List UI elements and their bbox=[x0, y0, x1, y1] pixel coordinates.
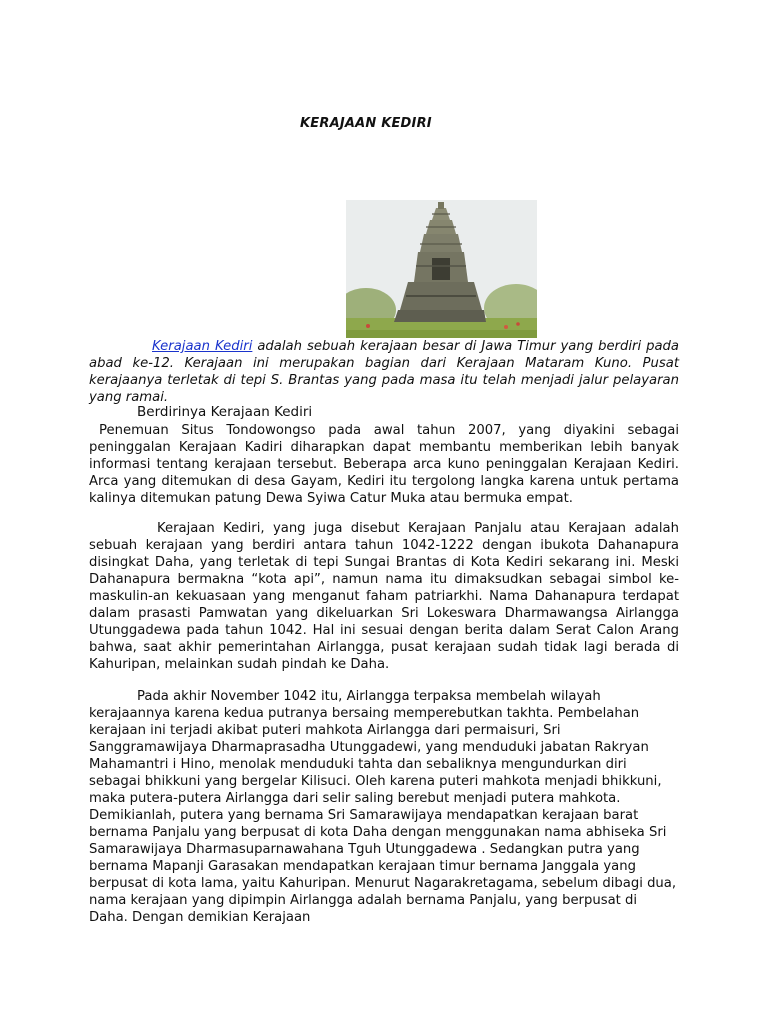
paragraph-1-text: Penemuan Situs Tondowongso pada awal tahun 2007, yang diyakini sebagai peninggalan Kerajaan Kadiri diharapkan dapat membantu memberikan lebih banyak informasi tentang kerajaan tersebut. Beberapa arca kuno peninggalan Kerajaan Kediri. Arca yang ditemukan di desa Gayam, Kediri itu tergolong langka karena untuk pertama kalinya ditemukan patung Dewa Syiwa Catur Muka atau bermuka empat. bbox=[89, 423, 679, 506]
section-heading: Berdirinya Kerajaan Kediri bbox=[137, 404, 313, 420]
page-title: KERAJAAN KEDIRI bbox=[300, 116, 432, 131]
temple-image bbox=[346, 200, 537, 338]
intro-text: adalah sebuah kerajaan besar di Jawa Timur yang berdiri pada abad ke-12. Kerajaan ini merupakan bagian dari Kerajaan Mataram Kuno. Pusat kerajaanya terletak di tepi S. Brantas yang pada masa itu telah menjadi jalur pelayaran yang ramai. bbox=[89, 339, 679, 405]
paragraph-2 bbox=[89, 520, 679, 673]
paragraph-3-text: Pada akhir November 1042 itu, Airlangga terpaksa membelah wilayah kerajaannya karena kedua putranya bersaing memperebutkan takhta. Pembelahan kerajaan ini terjadi akibat puteri mahkota Airlangga dari permaisuri, Sri Sanggramawijaya Dharmaprasadha Utunggadewi, yang menduduki jabatan Rakryan Mahamantri i Hino, menolak menduduki tahta dan sebaliknya mengundurkan diri sebagai bhikkuni yang bergelar Kilisuci. Oleh karena puteri mahkota menjadi bhikkuni, maka putera-putera Airlangga dari selir saling berebut menjadi putera mahkota. Demikianlah, putera yang bernama Sri Samarawijaya mendapatkan kerajaan barat bernama Panjalu yang berpusat di kota Daha dengan menggunakan nama abhiseka Sri Samarawijaya Dharmasuparnawahana Tguh Utunggadewa . Sedangkan putra yang bernama Mapanji Garasakan mendapatkan kerajaan timur bernama Janggala yang berpusat di kota lama, yaitu Kahuripan. Menurut Nagarakretagama, sebelum dibagi dua, nama kerajaan yang dipimpin Airlangga adalah bernama Panjalu, yang berpusat di Daha. Dengan demikian Kerajaan bbox=[89, 689, 677, 925]
intro-paragraph bbox=[89, 338, 679, 406]
temple-photo bbox=[346, 200, 537, 338]
paragraph-1 bbox=[89, 422, 679, 507]
kerajaan-kediri-link[interactable]: Kerajaan Kediri bbox=[152, 339, 253, 354]
paragraph-3 bbox=[89, 688, 679, 926]
paragraph-2-text: Kerajaan Kediri, yang juga disebut Kerajaan Panjalu atau Kerajaan adalah sebuah kerajaan yang berdiri antara tahun 1042-1222 dengan ibukota Dahanapura disingkat Daha, yang terletak di tepi Sungai Brantas di Kota Kediri sekarang ini. Meski Dahanapura bermakna “kota api”, namun nama itu dimaksudkan sebagai simbol ke-maskulin-an kekuasaan yang menganut faham patriarkhi. Nama Dahanapura terdapat dalam prasasti Pamwatan yang dikeluarkan Sri Lokeswara Dharmawangsa Airlangga Utunggadewa pada tahun 1042. Hal ini sesuai dengan berita dalam Serat Calon Arang bahwa, saat akhir pemerintahan Airlangga, pusat kerajaan sudah tidak lagi berada di Kahuripan, melainkan sudah pindah ke Daha. bbox=[89, 521, 679, 672]
